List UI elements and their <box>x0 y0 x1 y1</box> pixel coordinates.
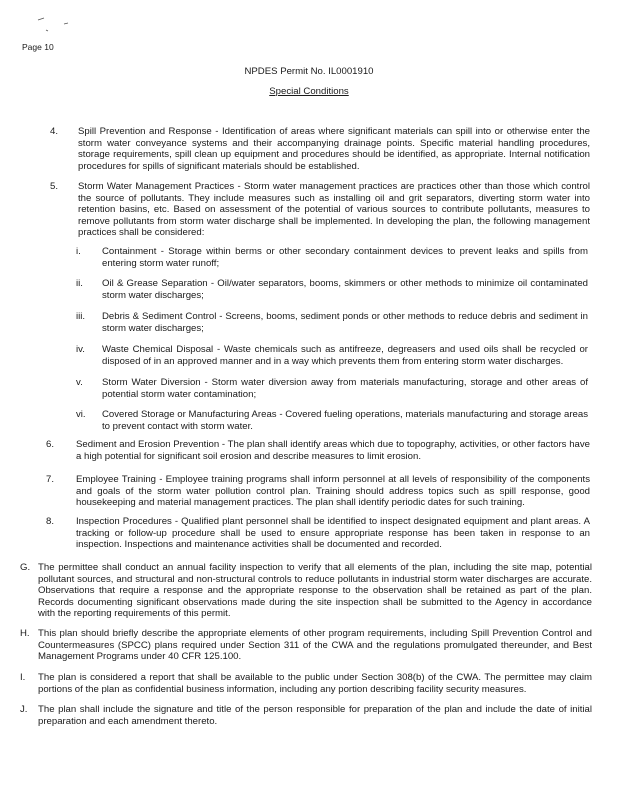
permit-header: NPDES Permit No. IL0001910 <box>244 66 374 77</box>
item-text: Inspection Procedures - Qualified plant personnel shall be identified to inspect designated equipment and plant areas. A tracking or follow-up procedure shall be used to ensure appropriate response has been taken in response to an inspection. Inspections and maintenance activities shall be documented and recorded. <box>76 516 590 551</box>
item-number: 5. <box>50 181 59 192</box>
item-text: The permittee shall conduct an annual facility inspection to verify that all elements of the plan, including the site map, potential pollutant sources, and structural and non-structural controls to reduce pollutants in industrial storm water discharges are accurate. Observations that require a response and the appropriate response to the observation shall be retained as part of the plan. Records documenting significant observations made during the site inspection shall be submitted to the Agency in accordance with the reporting requirements of this permit. <box>38 562 592 620</box>
item-text: Sediment and Erosion Prevention - The plan shall identify areas which due to topography, activities, or other factors have a high potential for significant soil erosion and describe measures to limit erosion. <box>76 439 590 462</box>
item-letter: I. <box>20 672 26 683</box>
item-letter: H. <box>20 628 30 639</box>
sub-item-text: Debris & Sediment Control - Screens, booms, sediment ponds or other methods to reduce debris and sediment in storm water discharges; <box>102 311 588 334</box>
sub-item-number: v. <box>76 377 83 388</box>
sub-item-text: Storm Water Diversion - Storm water diversion away from materials manufacturing, storage and other areas of potential storm water contamination; <box>102 377 588 400</box>
section-title: Special Conditions <box>269 86 349 97</box>
scan-mark-icon <box>34 14 74 34</box>
item-letter: J. <box>20 704 28 715</box>
item-number: 4. <box>50 126 59 137</box>
item-number: 8. <box>46 516 55 527</box>
sub-item-number: i. <box>76 246 81 257</box>
item-number: 7. <box>46 474 55 485</box>
item-number: 6. <box>46 439 55 450</box>
item-text: Storm Water Management Practices - Storm water management practices are practices other than those which control the source of pollutants. They include measures such as installing oil and grit separators, diverting storm water into retention basins, etc. Based on assessment of the potential of various sources to contribute pollutants, measures to remove pollutants from storm water discharge shall be implemented. In developing the plan, the following management practices shall be considered: <box>78 181 590 239</box>
sub-item-text: Oil & Grease Separation - Oil/water separators, booms, skimmers or other methods to minimize oil contaminated storm water discharges; <box>102 278 588 301</box>
page-number: Page 10 <box>22 42 54 52</box>
sub-item-text: Containment - Storage within berms or other secondary containment devices to prevent leaks and spills from entering storm water runoff; <box>102 246 588 269</box>
sub-item-number: vi. <box>76 409 86 420</box>
sub-item-number: iv. <box>76 344 85 355</box>
item-text: Spill Prevention and Response - Identification of areas where significant materials can spill into or otherwise enter the storm water conveyance systems and their accompanying drainage points. Specific material handling procedures, storage requirements, spill clean up equipment and procedures should be identified, as appropriate. Internal notification procedures for spills of significant materials should be established. <box>78 126 590 172</box>
sub-item-text: Covered Storage or Manufacturing Areas - Covered fueling operations, materials manufacturing and storage areas to prevent contact with storm water. <box>102 409 588 432</box>
sub-item-number: iii. <box>76 311 86 322</box>
item-letter: G. <box>20 562 31 573</box>
sub-item-number: ii. <box>76 278 83 289</box>
item-text: The plan is considered a report that shall be available to the public under Section 308(b) of the CWA. The permittee may claim portions of the plan as confidential business information, including any portion describing facility security measures. <box>38 672 592 695</box>
item-text: This plan should briefly describe the appropriate elements of other program requirements, including Spill Prevention Control and Countermeasures (SPCC) plans required under Section 311 of the CWA and the regulations promulgated thereunder, and Best Management Programs under 40 CFR 125.100. <box>38 628 592 663</box>
sub-item-text: Waste Chemical Disposal - Waste chemicals such as antifreeze, degreasers and used oils shall be recycled or disposed of in an approved manner and in a way which prevents them from entering storm water discharges. <box>102 344 588 367</box>
item-text: Employee Training - Employee training programs shall inform personnel at all levels of responsibility of the components and goals of the storm water pollution control plan. Training should address topics such as spill response, good housekeeping and material management practices. The plan shall identify periodic dates for such training. <box>76 474 590 509</box>
item-text: The plan shall include the signature and title of the person responsible for preparation of the plan and include the date of initial preparation and each amendment thereto. <box>38 704 592 727</box>
